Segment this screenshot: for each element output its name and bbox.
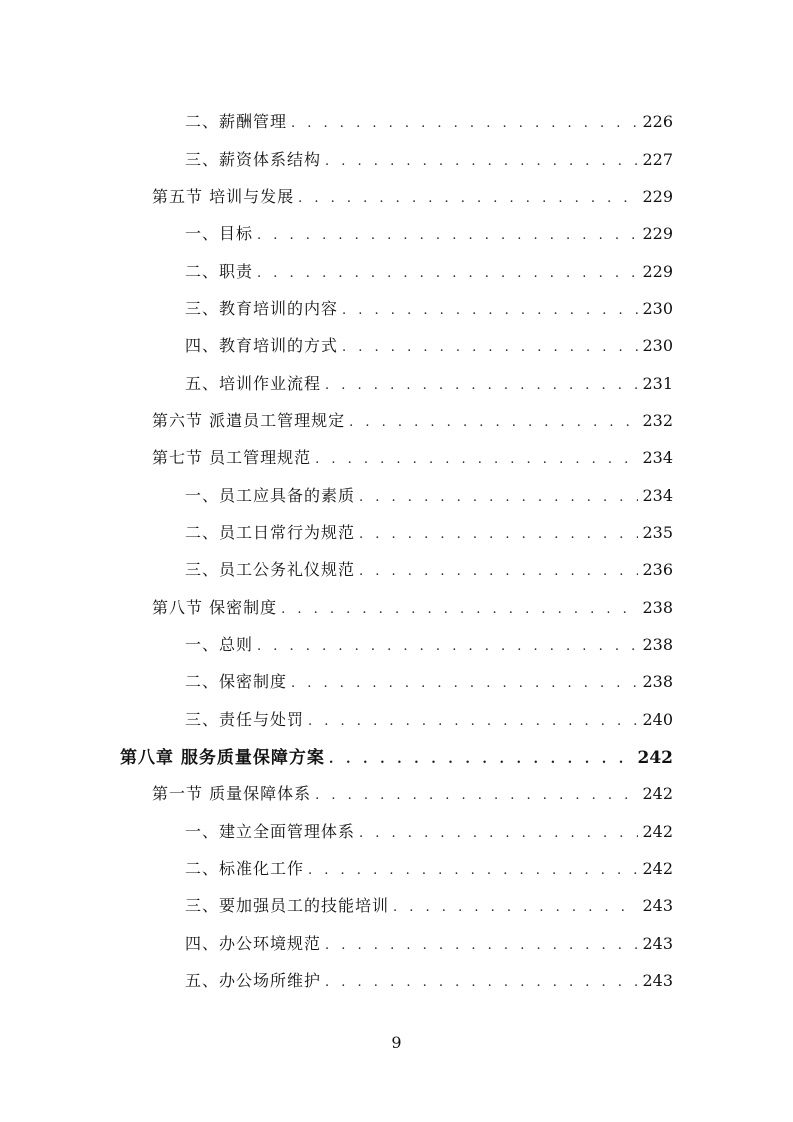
toc-entry[interactable] <box>0 177 793 214</box>
toc-dot-leader <box>342 303 638 318</box>
toc-dot-leader <box>325 154 638 169</box>
table-of-contents <box>0 102 793 998</box>
toc-entry-content <box>185 669 673 692</box>
toc-entry-content <box>152 595 673 618</box>
toc-entry-content <box>185 893 673 916</box>
toc-entry[interactable] <box>0 587 793 624</box>
toc-entry[interactable] <box>0 700 793 737</box>
toc-entry-title: 第八章 服务质量保障方案 <box>120 748 325 769</box>
toc-dot-leader <box>315 788 638 803</box>
toc-dot-leader <box>325 938 638 953</box>
toc-entry-title: 五、办公场所维护 <box>185 971 322 991</box>
toc-dot-leader <box>257 228 638 243</box>
toc-entry-title: 二、保密制度 <box>185 672 288 692</box>
toc-entry-title: 一、目标 <box>185 224 254 244</box>
toc-entry-title: 一、员工应具备的素质 <box>185 485 356 505</box>
toc-entry-title: 二、标准化工作 <box>185 859 305 879</box>
toc-entry-content <box>152 408 673 431</box>
toc-entry[interactable] <box>0 849 793 886</box>
toc-entry-title: 三、薪资体系结构 <box>185 149 322 169</box>
toc-entry-content <box>152 184 673 207</box>
toc-entry-content <box>185 147 673 170</box>
toc-entry[interactable] <box>0 550 793 587</box>
toc-entry[interactable] <box>0 326 793 363</box>
toc-entry-content <box>185 557 673 580</box>
toc-entry-content <box>185 483 673 506</box>
toc-entry-page: 238 <box>642 672 673 692</box>
toc-entry-page: 227 <box>642 149 673 169</box>
toc-dot-leader <box>342 340 638 355</box>
toc-entry-content <box>185 109 673 132</box>
toc-entry-content <box>185 931 673 954</box>
toc-dot-leader <box>325 975 638 990</box>
toc-entry-title: 第一节 质量保障体系 <box>152 784 312 804</box>
toc-dot-leader <box>308 714 638 729</box>
toc-entry-page: 242 <box>642 784 673 804</box>
toc-entry-page: 243 <box>642 971 673 991</box>
toc-entry-content <box>152 781 673 804</box>
toc-entry-page: 243 <box>642 933 673 953</box>
toc-entry[interactable] <box>0 363 793 400</box>
toc-dot-leader <box>359 564 638 579</box>
toc-entry[interactable] <box>0 251 793 288</box>
toc-entry-page: 242 <box>642 859 673 879</box>
toc-dot-leader <box>359 527 638 542</box>
toc-dot-leader <box>298 191 638 206</box>
toc-entry-title: 第六节 派遣员工管理规定 <box>152 410 346 430</box>
toc-entry-title: 四、教育培训的方式 <box>185 336 339 356</box>
toc-entry-title: 三、员工公务礼仪规范 <box>185 560 356 580</box>
toc-dot-leader <box>291 676 638 691</box>
toc-dot-leader <box>257 266 638 281</box>
toc-entry-page: 235 <box>642 522 673 542</box>
toc-entry-page: 226 <box>642 112 673 132</box>
toc-entry[interactable] <box>0 737 793 774</box>
toc-entry[interactable] <box>0 961 793 998</box>
toc-entry[interactable] <box>0 924 793 961</box>
toc-entry[interactable] <box>0 513 793 550</box>
toc-entry-page: 238 <box>642 634 673 654</box>
toc-entry[interactable] <box>0 214 793 251</box>
toc-entry-page: 230 <box>642 336 673 356</box>
toc-entry-page: 234 <box>642 448 673 468</box>
toc-entry-page: 242 <box>642 821 673 841</box>
toc-entry-content <box>185 819 673 842</box>
toc-dot-leader <box>393 900 638 915</box>
toc-entry-title: 第五节 培训与发展 <box>152 186 295 206</box>
toc-entry-page: 234 <box>642 485 673 505</box>
toc-entry[interactable] <box>0 475 793 512</box>
toc-entry[interactable] <box>0 774 793 811</box>
toc-entry[interactable] <box>0 662 793 699</box>
toc-entry[interactable] <box>0 438 793 475</box>
toc-entry-page: 238 <box>642 597 673 617</box>
toc-entry[interactable] <box>0 625 793 662</box>
toc-entry-title: 五、培训作业流程 <box>185 373 322 393</box>
toc-entry-content <box>185 259 673 282</box>
toc-entry-content <box>152 445 673 468</box>
toc-entry-content <box>185 632 673 655</box>
toc-entry-content <box>185 707 673 730</box>
toc-entry-page: 243 <box>642 896 673 916</box>
toc-entry-title: 一、建立全面管理体系 <box>185 821 356 841</box>
toc-entry-page: 229 <box>642 261 673 281</box>
toc-dot-leader <box>257 639 638 654</box>
toc-dot-leader <box>281 602 638 617</box>
toc-entry-title: 二、职责 <box>185 261 254 281</box>
toc-dot-leader <box>308 863 638 878</box>
toc-dot-leader <box>315 452 638 467</box>
toc-dot-leader <box>329 752 634 767</box>
toc-entry-title: 三、责任与处罚 <box>185 709 305 729</box>
toc-entry-content <box>185 333 673 356</box>
toc-entry-title: 第七节 员工管理规范 <box>152 448 312 468</box>
toc-entry[interactable] <box>0 886 793 923</box>
toc-entry[interactable] <box>0 401 793 438</box>
toc-entry[interactable] <box>0 812 793 849</box>
toc-entry-content <box>185 221 673 244</box>
toc-dot-leader <box>359 490 638 505</box>
toc-entry-content <box>185 296 673 319</box>
page-number: 9 <box>391 1033 402 1052</box>
toc-dot-leader <box>349 415 638 430</box>
toc-entry-title: 三、要加强员工的技能培训 <box>185 896 390 916</box>
toc-entry-content <box>185 520 673 543</box>
toc-entry-content <box>185 968 673 991</box>
toc-entry-title: 三、教育培训的内容 <box>185 298 339 318</box>
toc-entry-title: 第八节 保密制度 <box>152 597 278 617</box>
toc-entry-title: 二、员工日常行为规范 <box>185 522 356 542</box>
toc-entry-page: 240 <box>642 709 673 729</box>
toc-entry-page: 230 <box>642 298 673 318</box>
toc-entry-page: 231 <box>642 373 673 393</box>
toc-entry-page: 229 <box>642 224 673 244</box>
toc-entry-page: 242 <box>637 748 673 769</box>
toc-dot-leader <box>291 116 638 131</box>
toc-entry-content <box>185 856 673 879</box>
toc-entry[interactable] <box>0 289 793 326</box>
toc-entry[interactable] <box>0 102 793 139</box>
toc-dot-leader <box>325 378 638 393</box>
toc-entry-content <box>185 371 673 394</box>
toc-dot-leader <box>359 826 638 841</box>
toc-entry-content <box>120 743 673 768</box>
toc-entry-title: 二、薪酬管理 <box>185 112 288 132</box>
toc-entry-page: 229 <box>642 186 673 206</box>
toc-entry-title: 一、总则 <box>185 634 254 654</box>
toc-entry[interactable] <box>0 139 793 176</box>
toc-entry-title: 四、办公环境规范 <box>185 933 322 953</box>
toc-entry-page: 236 <box>642 560 673 580</box>
toc-entry-page: 232 <box>642 410 673 430</box>
